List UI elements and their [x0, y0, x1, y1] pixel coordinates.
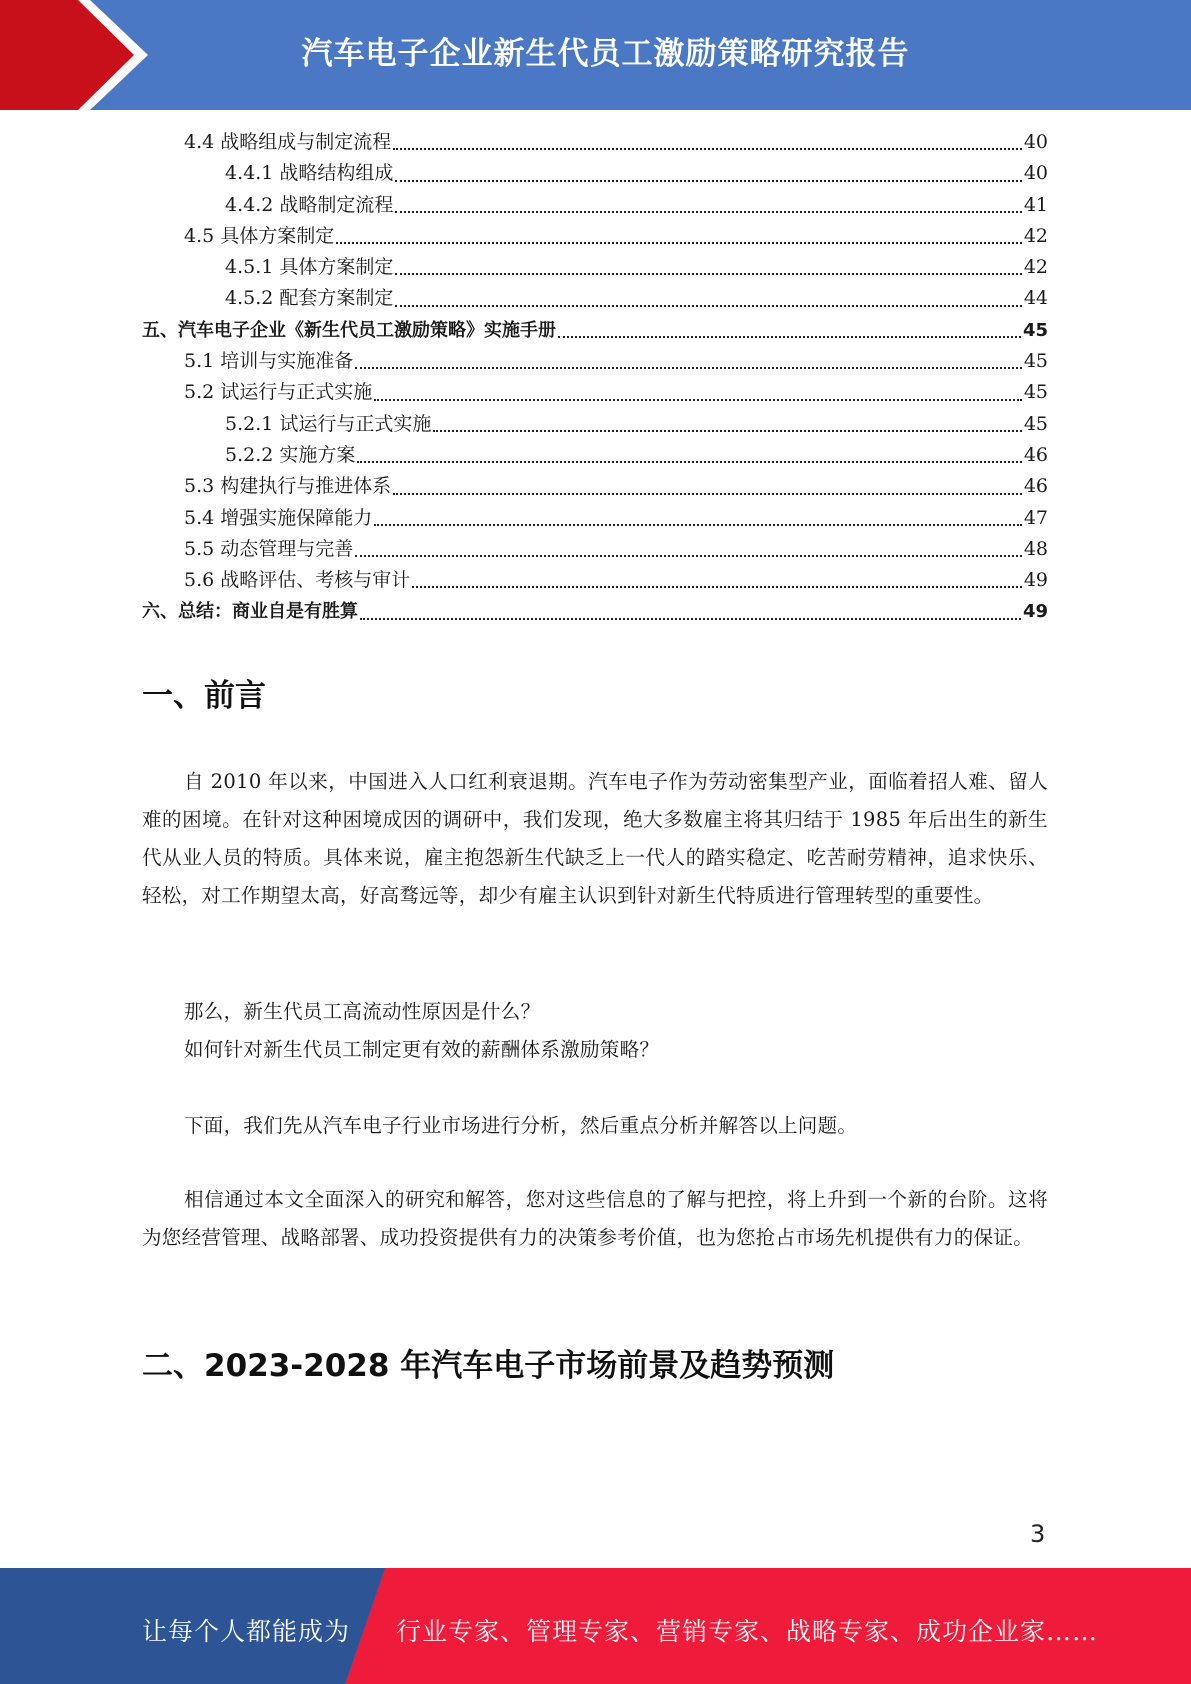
toc-entry[interactable]	[142, 315, 1048, 346]
toc-leader-dots	[395, 304, 1021, 307]
toc-entry-page: 40	[1023, 162, 1048, 185]
toc-entry[interactable]	[142, 158, 1048, 189]
toc-entry-page: 40	[1023, 131, 1048, 153]
toc-leader-dots	[433, 429, 1021, 432]
toc-entry-title: 4.5.1 具体方案制定	[225, 256, 394, 279]
footer-slogan-left: 让每个人都能成为	[142, 1617, 351, 1646]
toc-leader-dots	[374, 398, 1022, 401]
toc-entry[interactable]	[142, 409, 1048, 440]
toc-leader-dots	[393, 147, 1022, 150]
toc-entry-page: 48	[1023, 537, 1048, 560]
toc-entry-page: 47	[1023, 506, 1048, 529]
toc-entry[interactable]	[142, 346, 1048, 377]
toc-leader-dots	[336, 241, 1022, 244]
toc-entry[interactable]	[142, 596, 1048, 627]
section-heading-preface: 一、前言	[142, 678, 266, 714]
toc-entry-page: 46	[1023, 475, 1048, 498]
toc-entry-title: 4.4.1 战略结构组成	[225, 162, 394, 185]
page-number: 3	[1030, 1520, 1046, 1548]
toc-entry-page: 45	[1023, 412, 1048, 435]
toc-entry-title: 4.5.2 配套方案制定	[225, 287, 394, 310]
toc-entry-title: 4.4 战略组成与制定流程	[184, 131, 392, 153]
toc-leader-dots	[355, 366, 1022, 369]
paragraph: 相信通过本文全面深入的研究和解答，您对这些信息的了解与把控，将上升到一个新的台阶。这将为您经营管理、战略部署、成功投资提供有力的决策参考价值，也为您抢占市场先机提供有力的保证。	[142, 1188, 1048, 1249]
toc-entry-page: 49	[1022, 601, 1048, 623]
toc-entry-title: 5.6 战略评估、考核与审计	[184, 569, 411, 592]
toc-leader-dots	[558, 335, 1021, 338]
toc-entry[interactable]	[142, 283, 1048, 314]
paragraph: 下面，我们先从汽车电子行业市场进行分析，然后重点分析并解答以上问题。	[184, 1114, 858, 1137]
table-of-contents	[142, 127, 1048, 628]
toc-leader-dots	[360, 617, 1021, 620]
toc-leader-dots	[395, 210, 1021, 213]
toc-entry-title: 5.3 构建执行与推进体系	[184, 475, 392, 498]
toc-entry[interactable]	[142, 534, 1048, 565]
toc-entry[interactable]	[142, 190, 1048, 221]
toc-entry-title: 5.2.2 实施方案	[225, 443, 356, 466]
toc-entry[interactable]	[142, 565, 1048, 596]
toc-entry-page: 49	[1023, 569, 1048, 592]
toc-entry-page: 46	[1023, 443, 1048, 466]
toc-leader-dots	[395, 179, 1021, 182]
toc-entry-page: 42	[1023, 224, 1048, 247]
toc-entry[interactable]	[142, 377, 1048, 408]
toc-entry-page: 45	[1023, 350, 1048, 373]
toc-entry-title: 5.2 试运行与正式实施	[184, 381, 373, 404]
toc-entry-title: 5.4 增强实施保障能力	[184, 506, 373, 529]
toc-leader-dots	[357, 460, 1021, 463]
section-heading-market-outlook: 二、2023-2028 年汽车电子市场前景及趋势预测	[142, 1348, 835, 1384]
toc-leader-dots	[355, 554, 1022, 557]
toc-entry-title: 5.1 培训与实施准备	[184, 350, 354, 373]
toc-entry-title: 5.5 动态管理与完善	[184, 537, 354, 560]
toc-entry-title: 4.5 具体方案制定	[184, 224, 335, 247]
toc-entry-title: 4.4.2 战略制定流程	[225, 193, 394, 216]
toc-entry-page: 41	[1023, 193, 1048, 216]
toc-leader-dots	[393, 492, 1022, 495]
question-line: 如何针对新生代员工制定更有效的薪酬体系激励策略？	[184, 1038, 660, 1061]
toc-entry-title: 六、总结：商业自是有胜算	[142, 601, 358, 623]
paragraph: 自 2010 年以来，中国进入人口红利衰退期。汽车电子作为劳动密集型产业，面临着招人难、留人难的困境。在针对这种困境成因的调研中，我们发现，绝大多数雇主将其归结于 1985 年后出生的新生代从业人员的特质。具体来说，雇主抱怨新生代缺乏上一代人的踏实稳定、吃苦耐劳精神，追求快乐、轻松，对工作期望太高，好高骛远等，却少有雇主认识到针对新生代特质进行管理转型的重要性。	[142, 770, 1048, 907]
toc-entry-title: 五、汽车电子企业《新生代员工激励策略》实施手册	[142, 319, 556, 341]
toc-leader-dots	[374, 523, 1022, 526]
document-title: 汽车电子企业新生代员工激励策略研究报告	[301, 36, 910, 72]
toc-entry-page: 45	[1022, 319, 1048, 341]
toc-entry-page: 45	[1023, 381, 1048, 404]
toc-entry[interactable]	[142, 221, 1048, 252]
page-footer	[0, 1568, 1191, 1684]
toc-leader-dots	[395, 272, 1021, 275]
footer-slogan-right: 行业专家、管理专家、营销专家、战略专家、成功企业家……	[396, 1617, 1099, 1646]
toc-entry[interactable]	[142, 440, 1048, 471]
toc-entry[interactable]	[142, 471, 1048, 502]
question-line: 那么，新生代员工高流动性原因是什么？	[184, 1000, 541, 1023]
toc-entry-page: 42	[1023, 256, 1048, 279]
toc-entry[interactable]	[142, 127, 1048, 158]
toc-entry-title: 5.2.1 试运行与正式实施	[225, 412, 432, 435]
toc-entry[interactable]	[142, 252, 1048, 283]
toc-leader-dots	[412, 585, 1022, 588]
page-header	[0, 0, 1191, 110]
toc-entry[interactable]	[142, 503, 1048, 534]
toc-entry-page: 44	[1023, 287, 1048, 310]
